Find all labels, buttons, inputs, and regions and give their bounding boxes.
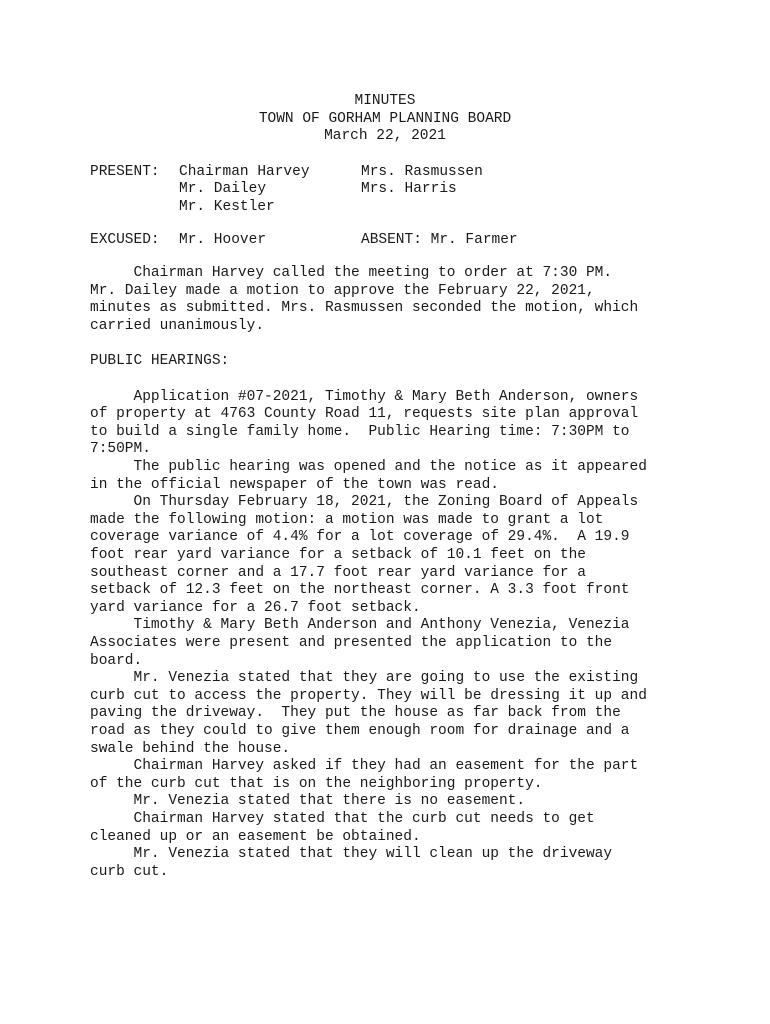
body-line: The public hearing was opened and the notice as it appeared [90,458,647,475]
body-line: board. [90,652,143,669]
body-line: in the official newspaper of the town was read. [90,476,499,493]
body-line: setback of 12.3 feet on the northeast corner. A 3.3 foot front [90,582,630,599]
section-heading: PUBLIC HEARINGS: [90,353,230,369]
absent-member: ABSENT: Mr. Farmer [361,231,518,248]
body-line: paving the driveway. They put the house as far back from the [90,705,621,722]
body-line: Associates were present and presented the application to the [90,634,613,651]
opening-line: Mr. Dailey made a motion to approve the February 22, 2021, [90,282,595,299]
body-line: Mr. Venezia stated that there is no easement. [90,793,526,810]
body-line: yard variance for a 26.7 foot setback. [90,599,421,616]
body-line: Application #07-2021, Timothy & Mary Beth Anderson, owners [90,388,639,405]
body-line: 7:50PM. [90,441,151,458]
body-line: On Thursday February 18, 2021, the Zoning Board of Appeals [90,494,639,511]
body-line: curb cut to access the property. They will be dressing it up and [90,687,647,704]
board-name: TOWN OF GORHAM PLANNING BOARD [258,110,512,127]
body-line: made the following motion: a motion was made to grant a lot [90,511,604,528]
body-line: Timothy & Mary Beth Anderson and Anthony Venezia, Venezia [90,617,630,634]
body-line: of the curb cut that is on the neighboring property. [90,775,543,792]
present-label: PRESENT: [90,163,160,180]
body-line: Chairman Harvey stated that the curb cut needs to get [90,810,595,827]
body-line: foot rear yard variance for a setback of 10.1 feet on the [90,546,586,563]
body-line: road as they could to give them enough room for drainage and a [90,722,630,739]
body-line: to build a single family home. Public Hearing time: 7:30PM to [90,423,630,440]
body-line: Mr. Venezia stated that they will clean up the driveway [90,846,613,863]
opening-line: carried unanimously. [90,317,265,334]
body-line: southeast corner and a 17.7 foot rear yard variance for a [90,564,586,581]
present-member: Mrs. Rasmussen [361,163,483,180]
body-line: Mr. Venezia stated that they are going to use the existing [90,670,639,687]
present-member: Mrs. Harris [361,181,457,198]
body-line: Chairman Harvey asked if they had an easement for the part [90,758,639,775]
body-line: curb cut. [90,863,169,880]
present-member: Mr. Dailey [179,181,267,198]
body-line: cleaned up or an easement be obtained. [90,828,421,845]
document-title: MINUTES [354,93,416,109]
excused-member: Mr. Hoover [179,231,267,248]
opening-line: Chairman Harvey called the meeting to order at 7:30 PM. [90,265,613,281]
body-line: of property at 4763 County Road 11, requests site plan approval [90,406,639,423]
opening-line: minutes as submitted. Mrs. Rasmussen seconded the motion, which [90,300,639,317]
excused-label: EXCUSED: [90,231,160,248]
meeting-date: March 22, 2021 [324,128,446,145]
body-line: swale behind the house. [90,740,291,757]
body-line: coverage variance of 4.4% for a lot coverage of 29.4%. A 19.9 [90,529,630,546]
present-member: Chairman Harvey [179,163,310,180]
present-member: Mr. Kestler [179,198,275,215]
